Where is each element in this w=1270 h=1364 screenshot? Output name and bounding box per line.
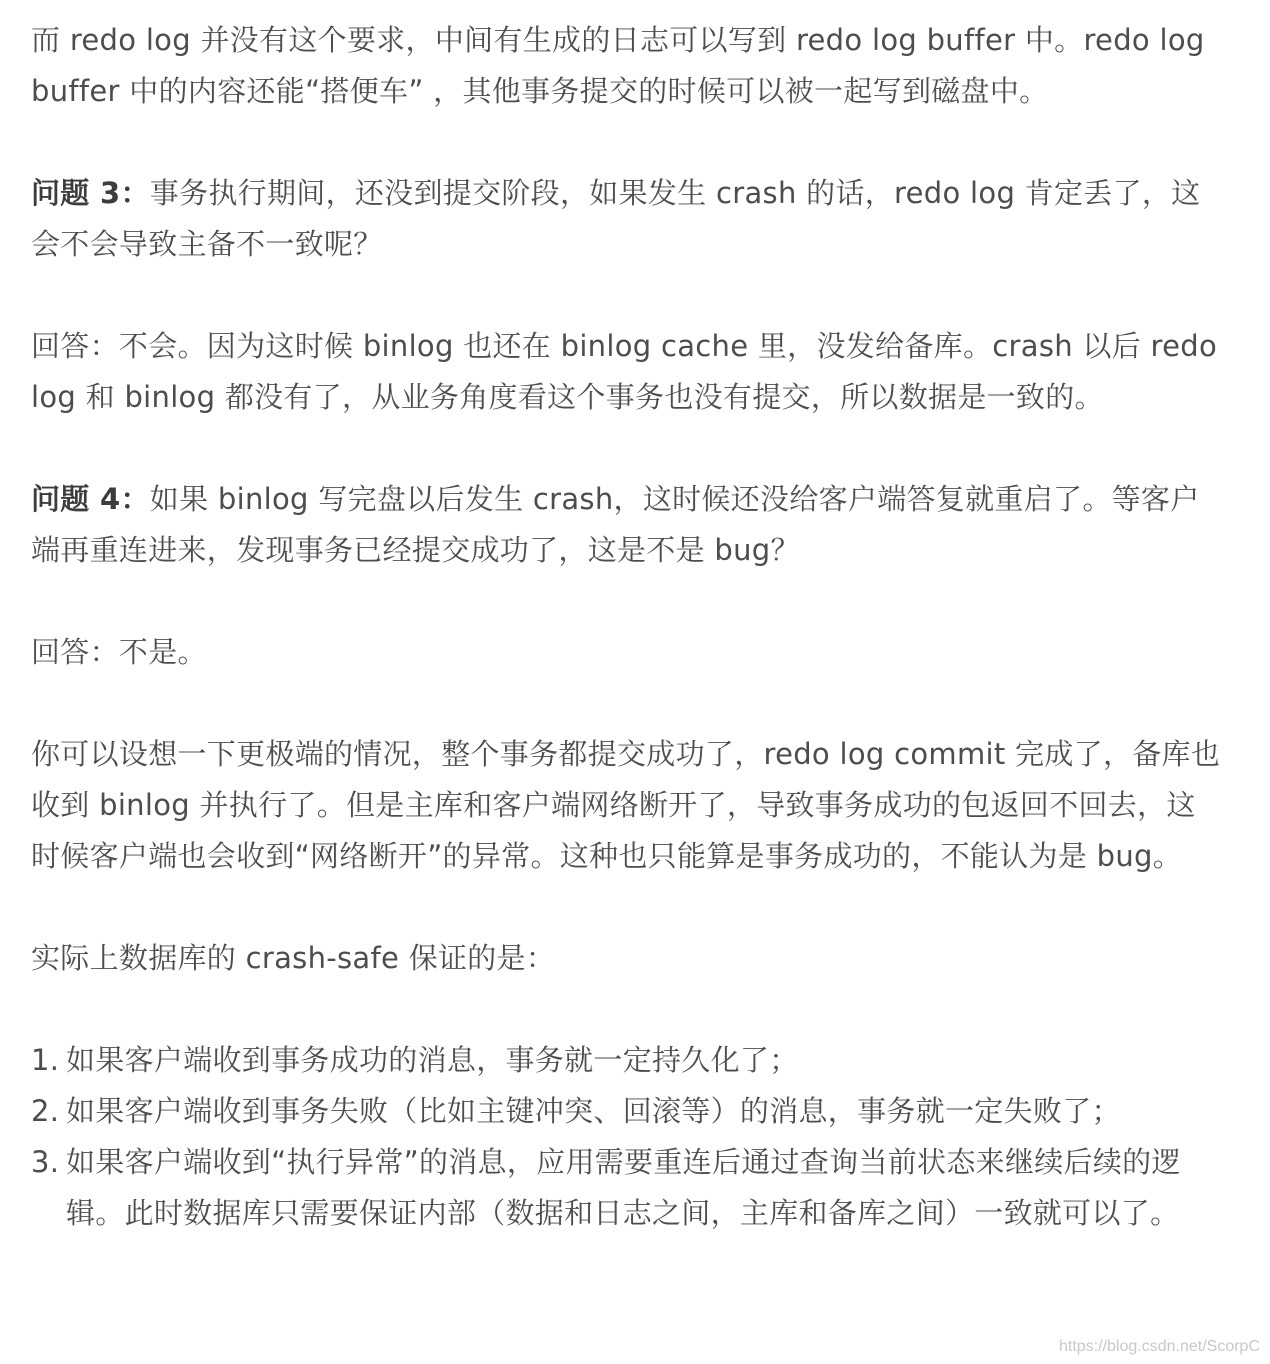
source-watermark: https://blog.csdn.net/ScorpC [1059,1338,1260,1355]
article-body [31,15,1221,1239]
crash-safe-guarantees-list [31,1035,1221,1239]
question-label: 问题 3： [31,176,150,210]
paragraph-text: 实际上数据库的 crash-safe 保证的是： [31,941,556,975]
question-4 [31,474,1221,576]
list-item-text: 如果客户端收到“执行异常”的消息，应用需要重连后通过查询当前状态来继续后续的逻辑。此时数据库只需要保证内部（数据和日志之间，主库和备库之间）一致就可以了。 [66,1145,1181,1230]
list-item-number: 1. [31,1043,60,1077]
paragraph-extreme-case [31,729,1221,882]
question-text: 如果 binlog 写完盘以后发生 crash，这时候还没给客户端答复就重启了。等客户端再重连进来，发现事务已经提交成功了，这是不是 bug？ [31,482,1200,567]
question-label: 问题 4： [31,482,150,516]
list-item [31,1035,1221,1086]
list-item [31,1137,1221,1239]
answer-3 [31,321,1221,423]
paragraph-crash-safe-intro [31,933,1221,984]
answer-text: 回答：不是。 [31,635,207,669]
answer-text: 回答：不会。因为这时候 binlog 也还在 binlog cache 里，没发给备库。crash 以后 redo log 和 binlog 都没有了，从业务角度看这个事务也没有提交，所以数据是一致的。 [31,329,1218,414]
list-item-number: 2. [31,1094,60,1128]
paragraph-text: 而 redo log 并没有这个要求，中间有生成的日志可以写到 redo log buffer 中。redo log buffer 中的内容还能“搭便车” ，其他事务提交的时候可以被一起写到磁盘中。 [31,23,1205,108]
answer-4 [31,627,1221,678]
list-item-text: 如果客户端收到事务成功的消息，事务就一定持久化了； [66,1043,799,1077]
question-text: 事务执行期间，还没到提交阶段，如果发生 crash 的话，redo log 肯定丢了，这会不会导致主备不一致呢？ [31,176,1201,261]
list-item [31,1086,1221,1137]
list-item-number: 3. [31,1145,60,1179]
question-3 [31,168,1221,270]
paragraph-text: 你可以设想一下更极端的情况，整个事务都提交成功了，redo log commit 完成了，备库也收到 binlog 并执行了。但是主库和客户端网络断开了，导致事务成功的包返回不回去，这时候客户端也会收到“网络断开”的异常。这种也只能算是事务成功的，不能认为是 bug。 [31,737,1221,873]
paragraph-redo-log-buffer [31,15,1221,117]
list-item-text: 如果客户端收到事务失败（比如主键冲突、回滚等）的消息，事务就一定失败了； [66,1094,1121,1128]
